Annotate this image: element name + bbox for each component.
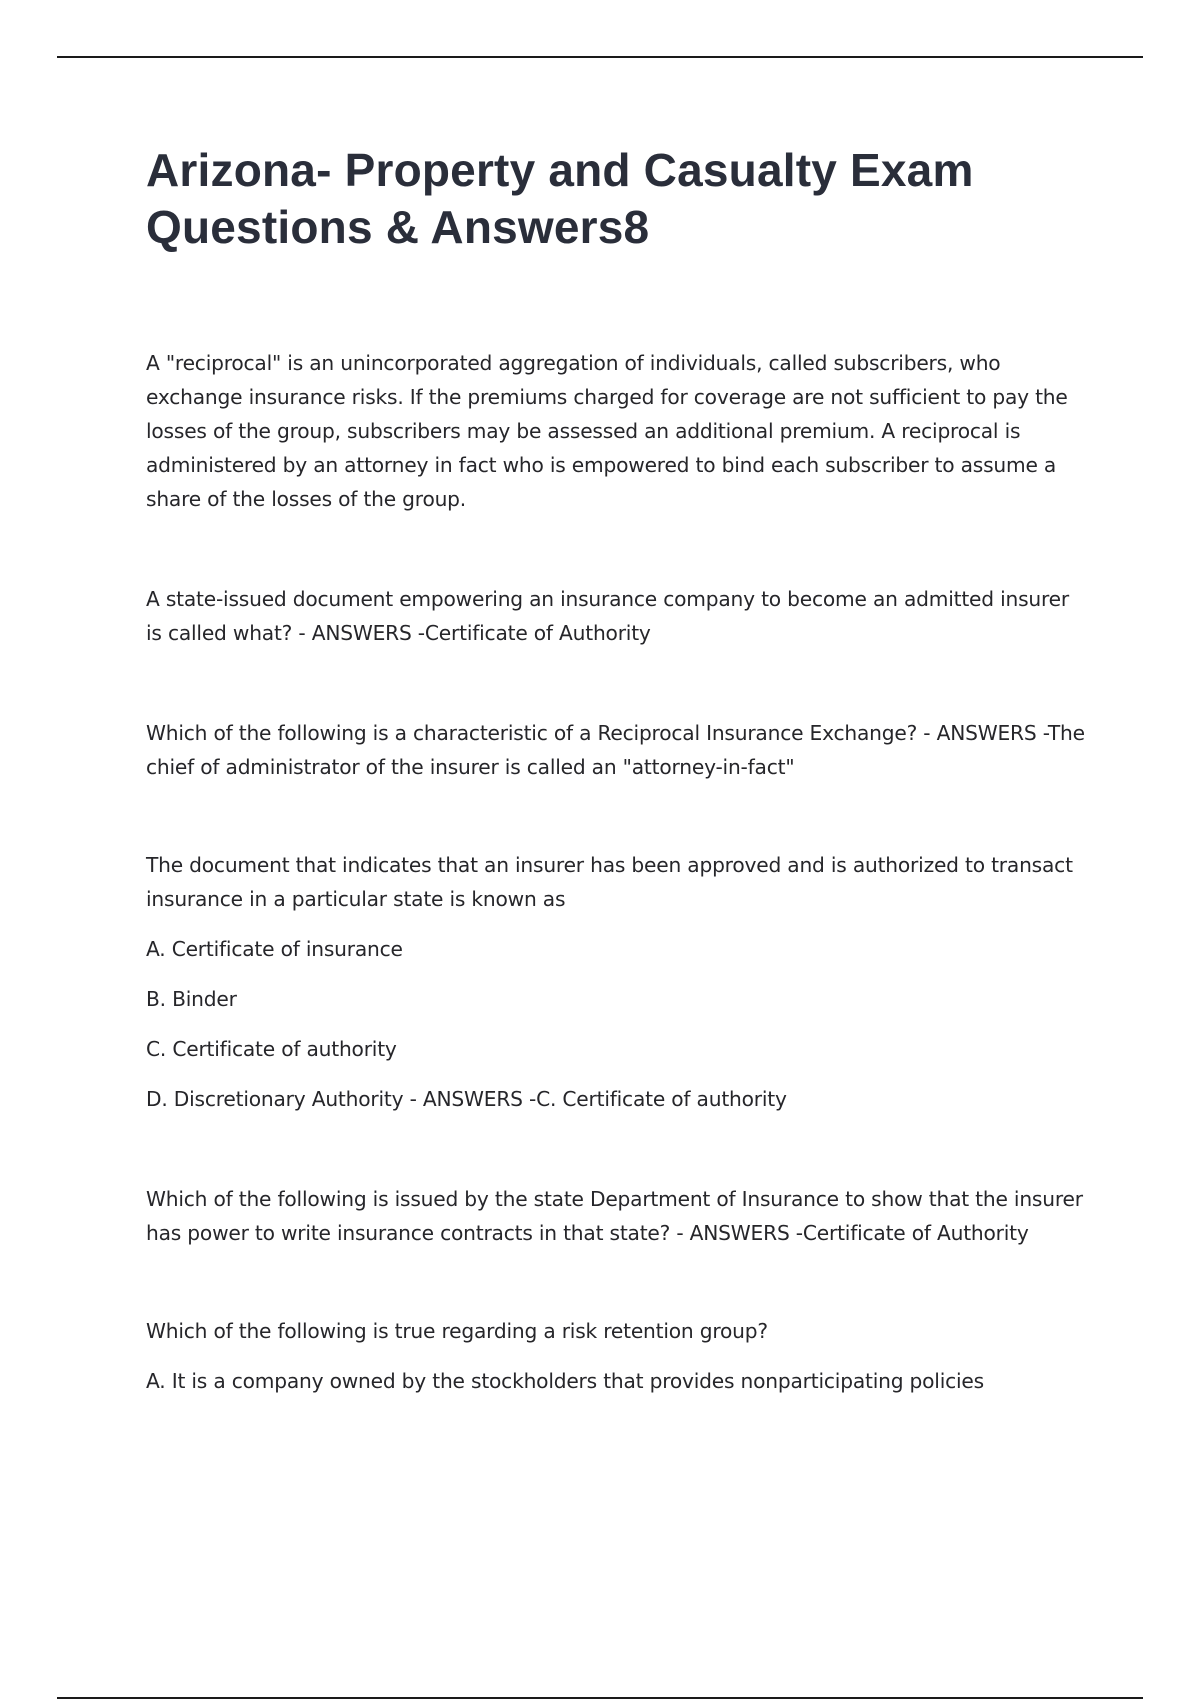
option-b: B. Binder (146, 987, 237, 1011)
question-reciprocal-characteristic: Which of the following is a characteristic of a Reciprocal Insurance Exchange? - ANSWERS -The chief of administrator of the insurer is called an "attorney-in-fact" (146, 721, 1085, 779)
document-body (146, 142, 1086, 1398)
question-risk-retention-group: Which of the following is true regarding a risk retention group? (146, 1319, 768, 1343)
question-authorization-document: The document that indicates that an insurer has been approved and is authorized to transact insurance in a particular state is known as (146, 853, 1073, 911)
option-a: A. Certificate of insurance (146, 937, 403, 961)
option-c: C. Certificate of authority (146, 1037, 397, 1061)
option-a-risk-retention: A. It is a company owned by the stockholders that provides nonparticipating policies (146, 1369, 984, 1393)
page-title: Arizona- Property and Casualty Exam Questions & Answers8 (146, 144, 974, 253)
top-rule (57, 56, 1143, 58)
question-department-of-insurance: Which of the following is issued by the state Department of Insurance to show that the insurer has power to write insurance contracts in that state? - ANSWERS -Certificate of Authority (146, 1187, 1083, 1245)
bottom-rule (57, 1697, 1143, 1699)
paragraph-reciprocal: A "reciprocal" is an unincorporated aggregation of individuals, called subscribers, who exchange insurance risks. If the premiums charged for coverage are not sufficient to pay the losses of the group, subscribers may be assessed an additional premium. A reciprocal is administered by an attorney in fact who is empowered to bind each subscriber to assume a share of the losses of the group. (146, 351, 1068, 511)
option-d-with-answer: D. Discretionary Authority - ANSWERS -C. Certificate of authority (146, 1087, 787, 1111)
question-certificate-of-authority: A state-issued document empowering an insurance company to become an admitted insurer is called what? - ANSWERS -Certificate of Authority (146, 587, 1069, 645)
